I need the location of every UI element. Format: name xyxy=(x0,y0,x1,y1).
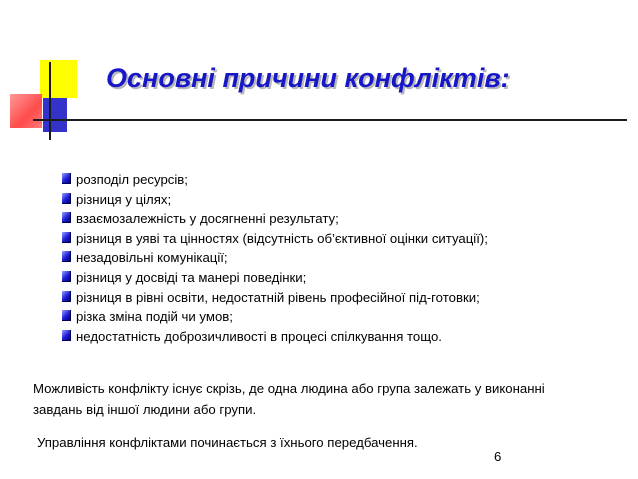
bullet-text: різниця в рівні освіти, недостатній рівень професійної під-готовки; xyxy=(76,289,480,305)
footer-statement: Управління конфліктами починається з їхнього передбачення. xyxy=(37,435,418,450)
bullet-text: різниця в уяві та цінностях (відсутність об’єктивної оцінки ситуації); xyxy=(76,230,488,246)
square-bullet-icon xyxy=(62,212,71,223)
title-underline xyxy=(33,119,627,121)
bullet-text: розподіл ресурсів; xyxy=(76,172,188,187)
square-bullet-icon xyxy=(62,271,71,282)
bullet-text: різниця у досвіді та манері поведінки; xyxy=(76,269,307,285)
bullet-text: різниця у цілях; xyxy=(76,191,172,207)
square-bullet-icon xyxy=(62,232,71,243)
square-bullet-icon xyxy=(62,251,71,262)
square-bullet-icon xyxy=(62,193,71,204)
bullet-item xyxy=(62,288,622,308)
bullet-item xyxy=(62,170,622,190)
bullet-list xyxy=(62,170,622,346)
logo-vertical-line xyxy=(49,62,51,140)
bullet-item xyxy=(62,307,622,327)
bullet-text: недостатність доброзичливості в процесі спілкування тощо. xyxy=(76,328,442,344)
bullet-item xyxy=(62,327,622,347)
bullet-text: різка зміна подій чи умов; xyxy=(76,309,233,325)
square-bullet-icon xyxy=(62,310,71,321)
bullet-item xyxy=(62,209,622,229)
bullet-item xyxy=(62,268,622,288)
logo-yellow-square xyxy=(40,60,77,98)
bullet-item xyxy=(62,248,622,268)
logo-blue-square xyxy=(43,98,67,132)
bullet-item xyxy=(62,229,622,249)
slide-title: Основні причини конфліктів: xyxy=(106,63,510,93)
bullet-text: взаємозалежність у досягненні результату; xyxy=(76,211,339,227)
square-bullet-icon xyxy=(62,291,71,302)
page-number: 6 xyxy=(494,449,502,464)
square-bullet-icon xyxy=(62,330,71,341)
logo-red-square xyxy=(10,94,42,128)
body-paragraph: Можливість конфлікту існує скрізь, де одна людина або група залежать у виконанні завдань від іншої людини або групи. xyxy=(33,381,545,417)
bullet-text: незадовільні комунікації; xyxy=(76,250,228,266)
square-bullet-icon xyxy=(62,173,71,184)
bullet-item xyxy=(62,190,622,210)
